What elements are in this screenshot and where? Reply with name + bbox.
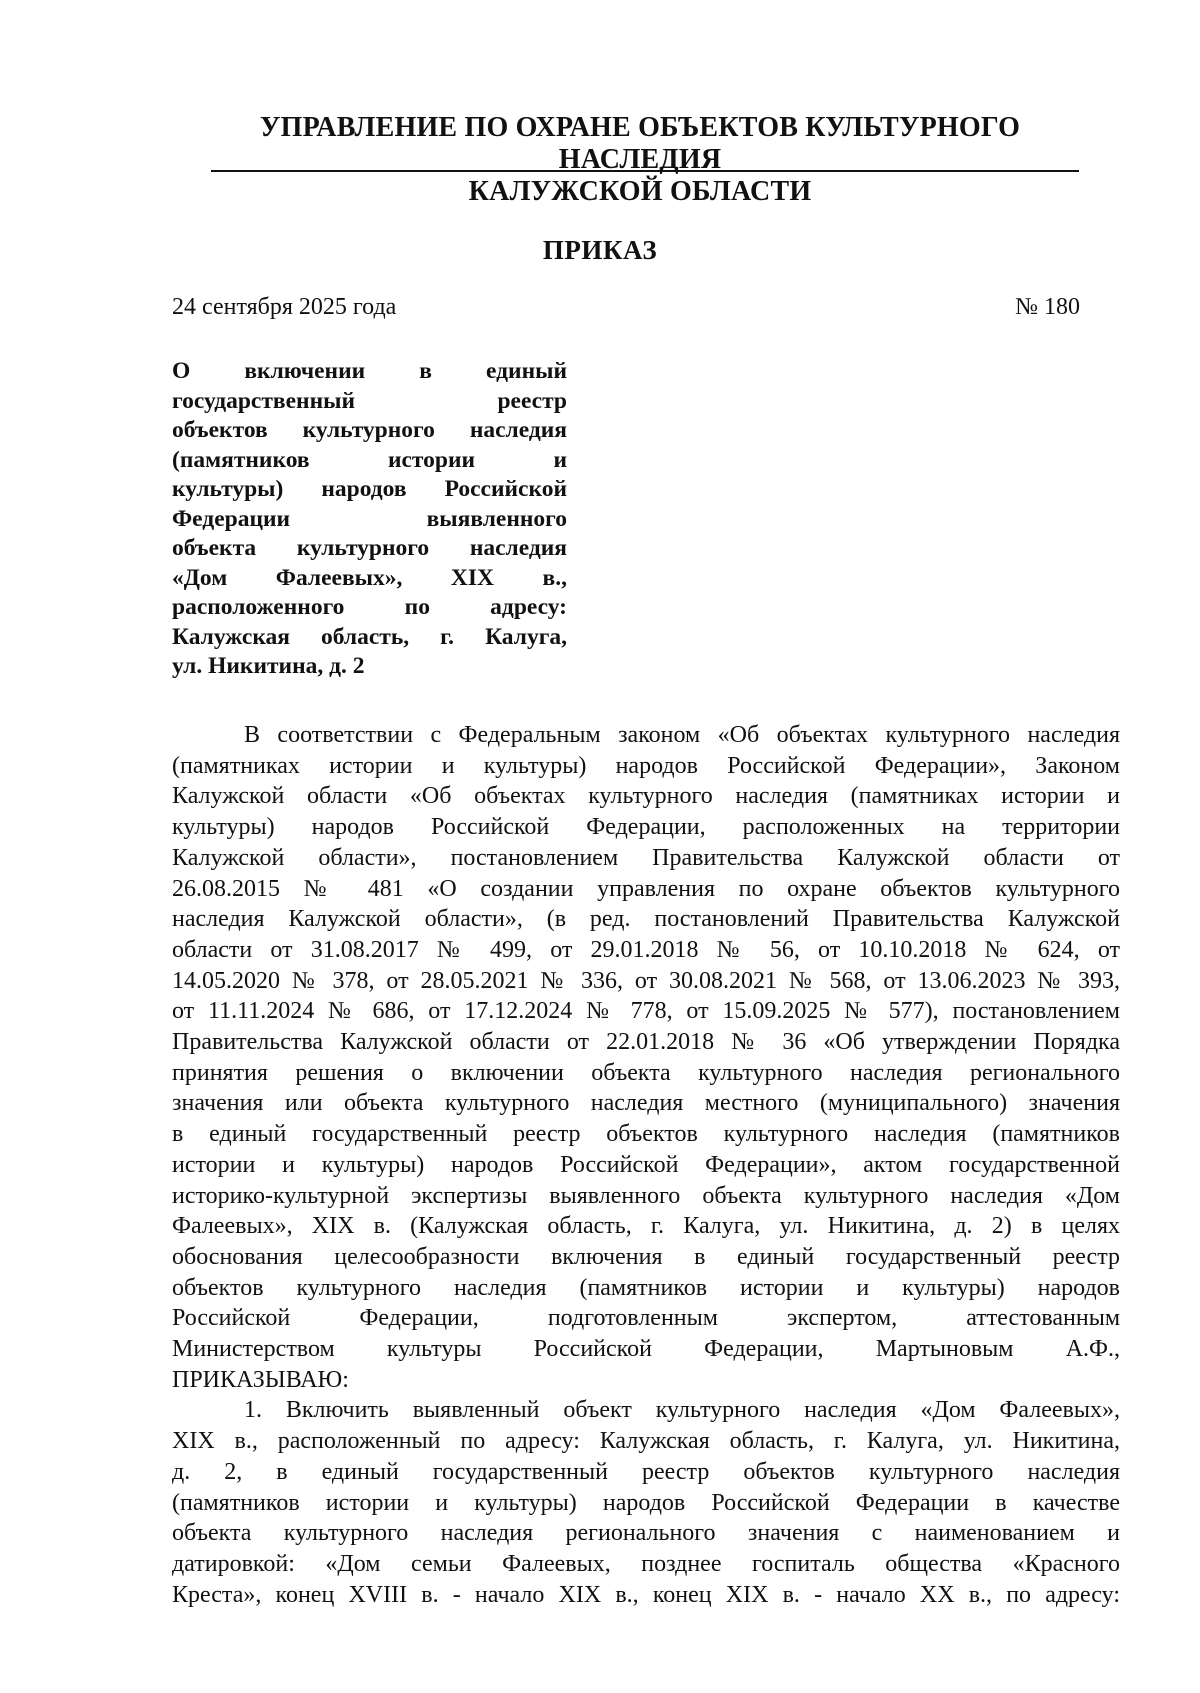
body-line: принятия решения о включении объекта культурного наследия регионального — [172, 1059, 1120, 1086]
body-line: Калужской области «Об объектах культурного наследия (памятниках истории и — [172, 783, 1120, 810]
body-line: значения или объекта культурного наследия местного (муниципального) значения — [172, 1090, 1120, 1117]
body-line: истории и культуры) народов Российской Федерации», актом государственной — [172, 1151, 1120, 1178]
header-underline — [211, 170, 1079, 172]
subject-line: ул. Никитина, д. 2 — [172, 653, 365, 679]
document-title: ПРИКАЗ — [542, 235, 658, 265]
body-line: обоснования целесообразности включения в единый государственный реестр — [172, 1243, 1120, 1270]
order-body — [172, 720, 1120, 1610]
body-line: 1. Включить выявленный объект культурного наследия «Дом Фалеевых», — [244, 1397, 1120, 1424]
body-line: наследия Калужской области», (в ред. постановлений Правительства Калужской — [172, 906, 1120, 933]
body-line: объекта культурного наследия регионального значения с наименованием и — [172, 1520, 1120, 1547]
body-line: Министерством культуры Российской Федерации, Мартыновым А.Ф., — [172, 1336, 1120, 1363]
subject-line: «Дом Фалеевых», XIX в., — [172, 564, 567, 591]
body-line: д. 2, в единый государственный реестр объектов культурного наследия — [172, 1458, 1120, 1485]
subject-line: Калужская область, г. Калуга, — [172, 623, 567, 650]
order-subject — [172, 357, 567, 682]
body-line: историко-культурной экспертизы выявленного объекта культурного наследия «Дом — [172, 1182, 1120, 1209]
body-line: области от 31.08.2017 № 499, от 29.01.2018 № 56, от 10.10.2018 № 624, от — [172, 936, 1120, 963]
body-line: культуры) народов Российской Федерации, расположенных на территории — [172, 814, 1120, 841]
subject-line: (памятников истории и — [172, 446, 567, 473]
issuer-header-line-1: УПРАВЛЕНИЕ ПО ОХРАНЕ ОБЪЕКТОВ КУЛЬТУРНОГО НАСЛЕДИЯ — [259, 112, 1021, 175]
body-line: Фалеевых», XIX в. (Калужская область, г. Калуга, ул. Никитина, д. 2) в целях — [172, 1213, 1120, 1240]
issuer-header — [200, 112, 1080, 210]
subject-line: расположенного по адресу: — [172, 594, 567, 620]
body-line: XIX в., расположенный по адресу: Калужская область, г. Калуга, ул. Никитина, — [172, 1428, 1120, 1455]
body-line: 14.05.2020 № 378, от 28.05.2021 № 336, от 30.08.2021 № 568, от 13.06.2023 № 393, — [172, 967, 1120, 994]
body-line: в единый государственный реестр объектов культурного наследия (памятников — [172, 1121, 1120, 1148]
order-number: № 180 — [1015, 294, 1080, 320]
subject-line: культуры) народов Российской — [172, 476, 567, 502]
body-line: В соответствии с Федеральным законом «Об объектах культурного наследия — [244, 722, 1120, 748]
body-line: датировкой: «Дом семьи Фалеевых, позднее госпиталь общества «Красного — [172, 1550, 1120, 1577]
body-line: Креста», конец XVIII в. - начало XIX в., конец XIX в. - начало XX в., по адресу: — [172, 1581, 1120, 1608]
body-line: Российской Федерации, подготовленным экспертом, аттестованным — [172, 1305, 1120, 1332]
order-directive: ПРИКАЗЫВАЮ: — [172, 1366, 349, 1393]
body-line: (памятников истории и культуры) народов Российской Федерации в качестве — [172, 1489, 1120, 1516]
body-line: объектов культурного наследия (памятников истории и культуры) народов — [172, 1274, 1120, 1301]
body-line: 26.08.2015 № 481 «О создании управления по охране объектов культурного — [172, 875, 1120, 902]
body-line: от 11.11.2024 № 686, от 17.12.2024 № 778, от 15.09.2025 № 577), постановлением — [172, 998, 1120, 1025]
subject-line: О включении в единый — [172, 358, 567, 384]
issuer-header-line-2: КАЛУЖСКОЙ ОБЛАСТИ — [468, 176, 812, 207]
body-line: Калужской области», постановлением Правительства Калужской области от — [172, 844, 1120, 871]
subject-line: государственный реестр — [172, 387, 567, 414]
body-line: Правительства Калужской области от 22.01.2018 № 36 «Об утверждении Порядка — [172, 1029, 1120, 1056]
order-date: 24 сентября 2025 года — [172, 294, 397, 320]
subject-line: Федерации выявленного — [172, 505, 567, 532]
body-line: (памятниках истории и культуры) народов Российской Федерации», Законом — [172, 752, 1120, 779]
subject-line: объектов культурного наследия — [172, 417, 567, 443]
subject-line: объекта культурного наследия — [172, 535, 567, 561]
